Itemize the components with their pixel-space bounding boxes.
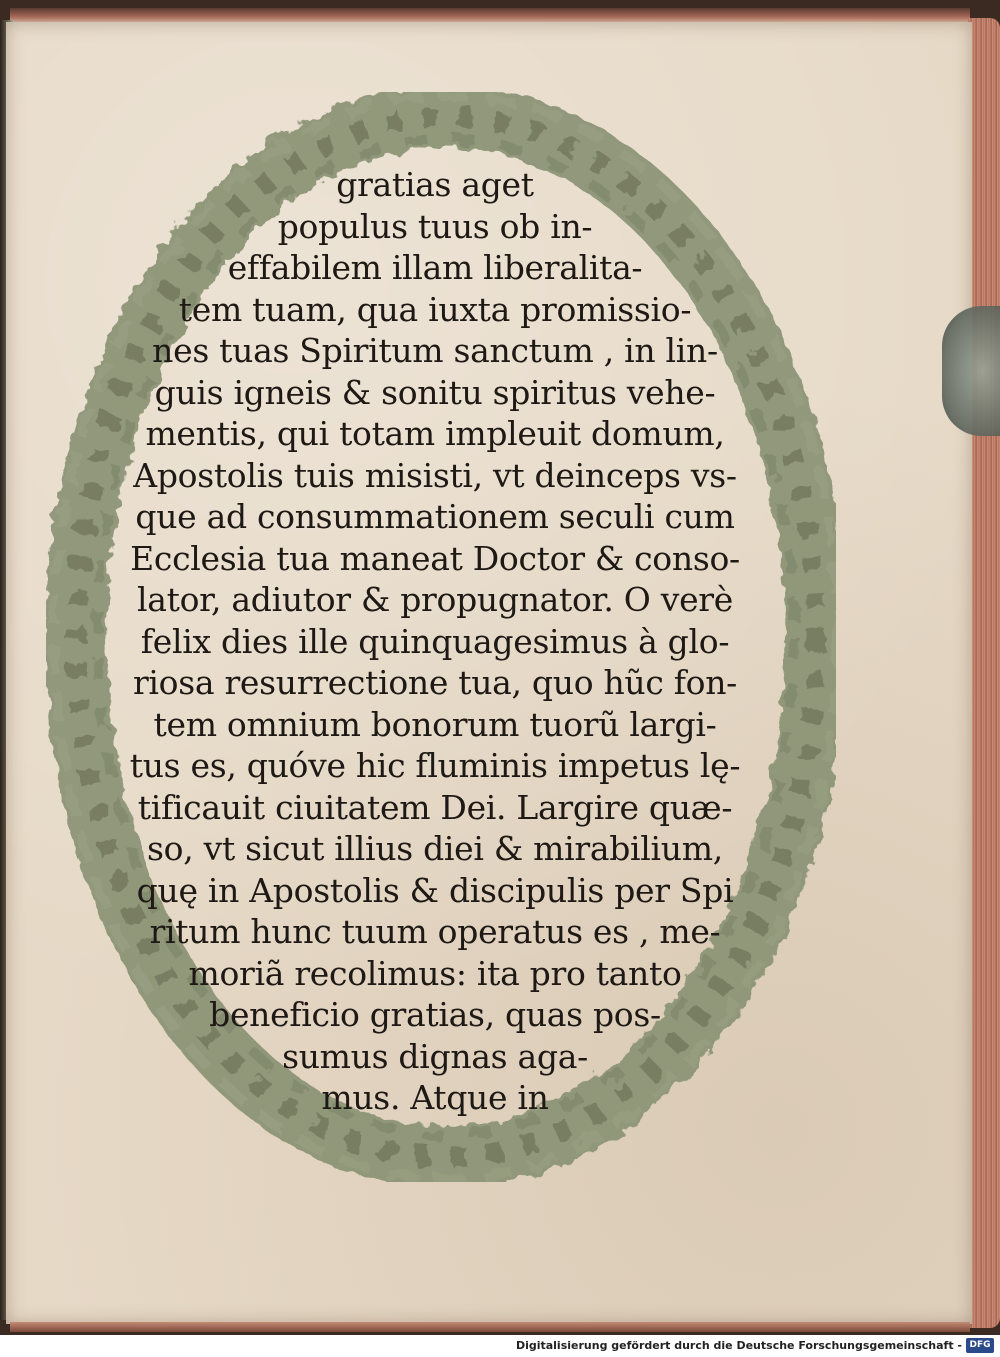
text-line: lator, adiutor & propugnator. O verè [136,580,734,619]
text-line: felix dies ille quinquagesimus à glo- [140,621,730,661]
text-line: effabilem illam liberalita- [227,248,643,287]
text-line: tem omnium bonorum tuorũ largi- [153,704,717,744]
dfg-logo[interactable]: DFG [966,1338,994,1353]
text-line: nes tuas Spiritum sanctum , in lin- [152,331,718,370]
text-line: sumus dignas aga- [282,1036,588,1076]
text-line: mus. Atque in [321,1078,549,1117]
page-fore-edge [968,18,1000,1328]
text-line: que ad consummationem seculi cum [135,497,735,536]
text-line: gratias aget [336,165,534,204]
book-bottom-edge [10,1322,970,1332]
book-clasp [942,306,1000,436]
latin-text-block [0,164,870,1119]
text-line: tus es, quóve hic fluminis impetus lę- [129,746,741,785]
text-line: mentis, qui totam impleuit domum, [145,414,725,453]
text-line: populus tuus ob in- [277,206,593,246]
funding-credit: Digitalisierung gefördert durch die Deutsche Forschungsgemeinschaft - [515,1339,962,1352]
text-line: moriã recolimus: ita pro tanto [188,953,682,993]
text-line: riosa resurrectione tua, quo hũc fon- [132,663,738,702]
digitization-footer [0,1335,1000,1357]
text-line: Ecclesia tua maneat Doctor & conso- [130,538,740,578]
text-line: beneficio gratias, quas pos- [209,995,661,1034]
text-line: tem tuam, qua iuxta promissio- [178,289,692,329]
text-line: ritum hunc tuum operatus es , me- [149,912,721,951]
text-line: guis igneis & sonitu spiritus vehe- [154,372,716,412]
text-line: Apostolis tuis misisti, vt deinceps vs- [133,455,737,495]
text-line: tificauit ciuitatem Dei. Largire quæ- [137,787,733,827]
text-line: so, vt sicut illius diei & mirabilium, [147,829,723,868]
text-line: quę in Apostolis & discipulis per Spi [136,870,734,910]
